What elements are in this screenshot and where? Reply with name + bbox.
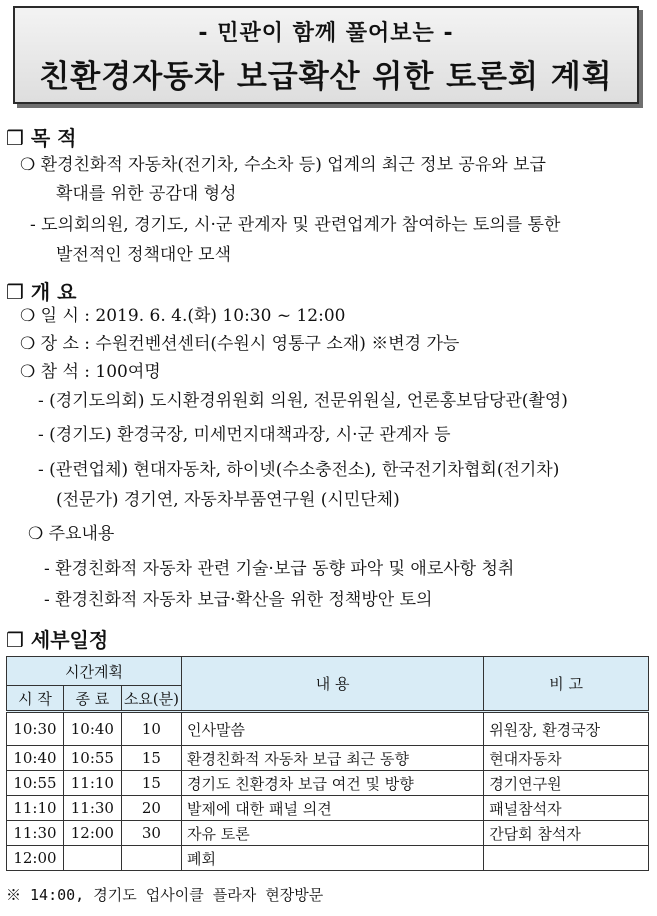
header-end: 종 료 (63, 686, 121, 712)
main-content-2: - 환경친화적 자동차 보급·확산을 위한 정책방안 토의 (44, 590, 433, 610)
cell-content: 폐회 (182, 846, 484, 871)
main-content-1: - 환경친화적 자동차 관련 기술·보급 동향 파악 및 애로사항 청취 (44, 559, 515, 579)
overview-heading: ❒ 개 요 (6, 280, 77, 304)
cell-start: 10:40 (7, 746, 64, 771)
cell-start: 10:55 (7, 771, 64, 796)
table-row (7, 846, 649, 871)
table-row (7, 796, 649, 821)
header-start: 시 작 (7, 686, 64, 712)
header-duration: 소요(분) (121, 686, 181, 712)
cell-note: 간담회 참석자 (484, 821, 649, 846)
cell-end: 10:55 (63, 746, 121, 771)
main-content-heading: ❍ 주요내용 (28, 524, 115, 544)
table-row (7, 771, 649, 796)
cell-end: 10:40 (63, 712, 121, 746)
attendee-line-4: (전문가) 경기연, 자동차부품연구원 (시민단체) (56, 490, 400, 510)
purpose-bullet-2: - 도의회의원, 경기도, 시·군 관계자 및 관련업계가 참여하는 토의를 통한 (30, 215, 561, 235)
cell-note: 패널참석자 (484, 796, 649, 821)
cell-end: 12:00 (63, 821, 121, 846)
cell-content: 인사말씀 (182, 712, 484, 746)
cell-note (484, 846, 649, 871)
cell-content: 자유 토론 (182, 821, 484, 846)
schedule-heading: ❒ 세부일정 (6, 628, 109, 652)
overview-attendees: ❍ 참 석 : 100여명 (20, 362, 161, 382)
overview-date: ❍ 일 시 : 2019. 6. 4.(화) 10:30 ~ 12:00 (20, 306, 346, 326)
cell-duration: 15 (121, 746, 181, 771)
purpose-bullet-1: ❍ 환경친화적 자동차(전기차, 수소차 등) 업계의 최근 정보 공유와 보급 (20, 155, 546, 175)
title-box (13, 6, 639, 104)
cell-content: 환경친화적 자동차 보급 최근 동향 (182, 746, 484, 771)
header-note: 비 고 (484, 657, 649, 712)
schedule-table (6, 656, 649, 871)
footnote: ※ 14:00, 경기도 업사이클 플라자 현장방문 (6, 886, 324, 904)
document-title: 친환경자동차 보급확산 위한 토론회 계획 (39, 59, 613, 95)
cell-duration: 10 (121, 712, 181, 746)
cell-content: 경기도 친환경차 보급 여건 및 방향 (182, 771, 484, 796)
table-row (7, 746, 649, 771)
cell-end: 11:10 (63, 771, 121, 796)
cell-end (63, 846, 121, 871)
cell-content: 발제에 대한 패널 의견 (182, 796, 484, 821)
attendee-line-3: - (관련업체) 현대자동차, 하이넷(수소충전소), 한국전기차협회(전기차) (38, 460, 560, 480)
table-row (7, 712, 649, 746)
cell-duration (121, 846, 181, 871)
attendee-line-2: - (경기도) 환경국장, 미세먼지대책과장, 시·군 관계자 등 (38, 425, 451, 445)
cell-start: 11:30 (7, 821, 64, 846)
cell-start: 10:30 (7, 712, 64, 746)
purpose-heading: ❒ 목 적 (6, 126, 77, 150)
cell-duration: 30 (121, 821, 181, 846)
header-content: 내 용 (182, 657, 484, 712)
purpose-bullet-2-cont: 발전적인 정책대안 모색 (56, 245, 232, 265)
cell-end: 11:30 (63, 796, 121, 821)
cell-duration: 20 (121, 796, 181, 821)
cell-note: 위원장, 환경국장 (484, 712, 649, 746)
table-row (7, 821, 649, 846)
cell-start: 12:00 (7, 846, 64, 871)
document-subtitle: - 민관이 함께 풀어보는 - (198, 21, 454, 46)
cell-duration: 15 (121, 771, 181, 796)
header-time-plan: 시간계획 (7, 657, 182, 686)
cell-note: 경기연구원 (484, 771, 649, 796)
overview-place: ❍ 장 소 : 수원컨벤션센터(수원시 영통구 소재) ※변경 가능 (20, 334, 460, 354)
cell-start: 11:10 (7, 796, 64, 821)
attendee-line-1: - (경기도의회) 도시환경위원회 의원, 전문위원실, 언론홍보담당관(촬영) (38, 391, 568, 411)
purpose-bullet-1-cont: 확대를 위한 공감대 형성 (56, 184, 237, 204)
cell-note: 현대자동차 (484, 746, 649, 771)
